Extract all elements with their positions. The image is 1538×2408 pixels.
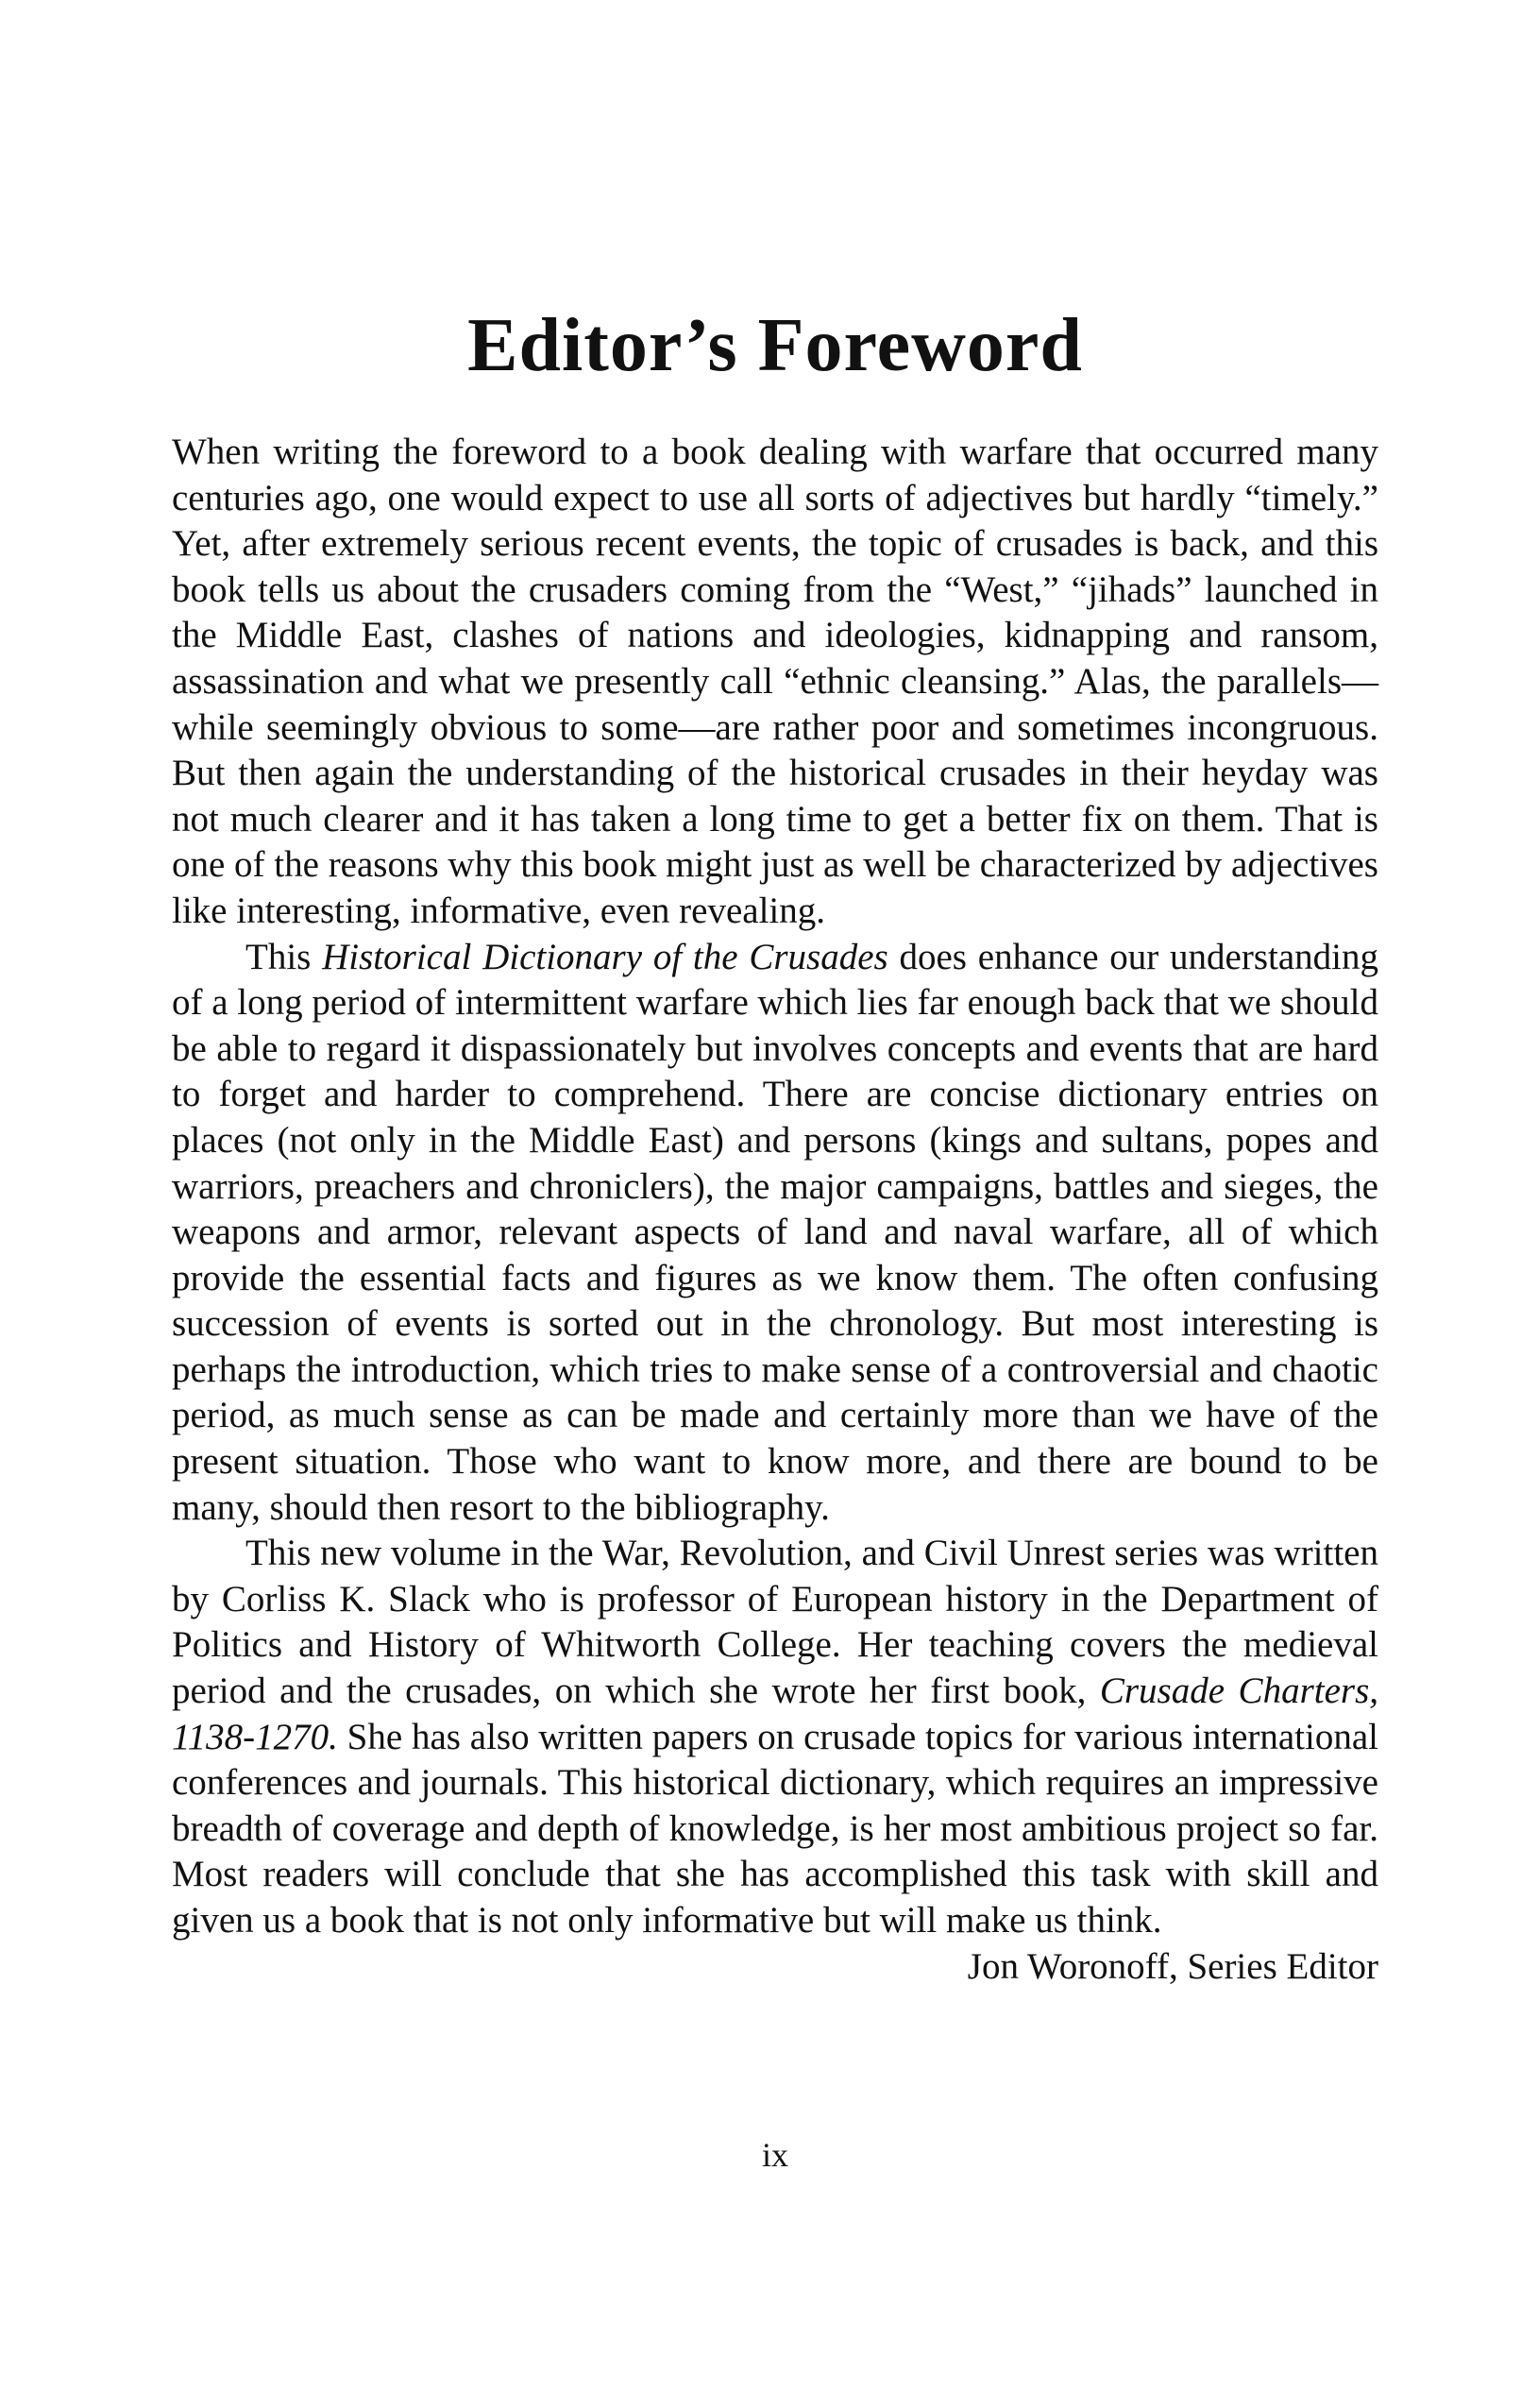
editor-signature: Jon Woronoff, Series Editor <box>967 1945 1378 1987</box>
book-title-italic: Historical Dictionary of the Crusades <box>322 936 888 977</box>
paragraph-1-text: When writing the foreword to a book dealing with warfare that occurred many centuries ago, one would expect to use all sorts of adjectives but hardly “timely.” Yet, after extremely serious recent events, the topic of crusades is back, and this book tells us about the crusaders coming from the “West,” “jihads” launched in the Middle East, clashes of nations and ideologies, kidnapping and ransom, assassination and what we presently call “ethnic cleansing.” Alas, the parallels—while seemingly obvious to some—are rather poor and sometimes incongruous. But then again the understanding of the historical crusades in their heyday was not much clearer and it has taken a long time to get a better fix on them. That is one of the reasons why this book might just as well be characterized by adjectives like interesting, informative, even revealing. <box>172 432 1378 931</box>
paragraph-2-text-b: does enhance our understanding of a long period of intermittent warfare which lies far enough back that we should be able to regard it dispassionately but involves concepts and events that are hard to forget and harder to comprehend. There are concise dictionary entries on places (not only in the Middle East) and persons (kings and sultans, popes and warriors, preachers and chroniclers), the major campaigns, battles and sieges, the weapons and armor, relevant aspects of land and naval warfare, all of which provide the essential facts and figures as we know them. The often confusing succession of events is sorted out in the chronology. But most interesting is perhaps the introduction, which tries to make sense of a controversial and chaotic period, as much sense as can be made and certainly more than we have of the present situation. Those who want to know more, and there are bound to be many, should then resort to the bibliography. <box>172 936 1379 1528</box>
paragraph-3 <box>172 1531 1378 1943</box>
paragraph-1 <box>172 430 1378 935</box>
page-title: Editor’s Foreword <box>467 304 1083 387</box>
paragraph-3-text-a: This new volume in the War, Revolution, and Civil Unrest series was written by Corliss K. Slack who is professor of European history in the Department of Politics and History of Whitworth College. Her teaching covers the medieval period and the crusades, on which she wrote her first book, <box>172 1533 1378 1712</box>
page-number: ix <box>761 2136 788 2174</box>
document-page <box>172 0 1378 2408</box>
previous-book-title-italic: Crusade Charters, 1138-1270. <box>172 1670 1379 1757</box>
paragraph-3-text-b: She has also written papers on crusade topics for various international conferences and journals. This historical dictionary, which requires an impressive breadth of coverage and depth of knowledge, is her most ambitious project so far. Most readers will conclude that she has accomplished this task with skill and given us a book that is not only informative but will make us think. <box>172 1716 1378 1941</box>
foreword-body <box>172 430 1378 1990</box>
paragraph-2-text-a: This <box>245 936 323 977</box>
paragraph-2 <box>172 935 1378 1532</box>
